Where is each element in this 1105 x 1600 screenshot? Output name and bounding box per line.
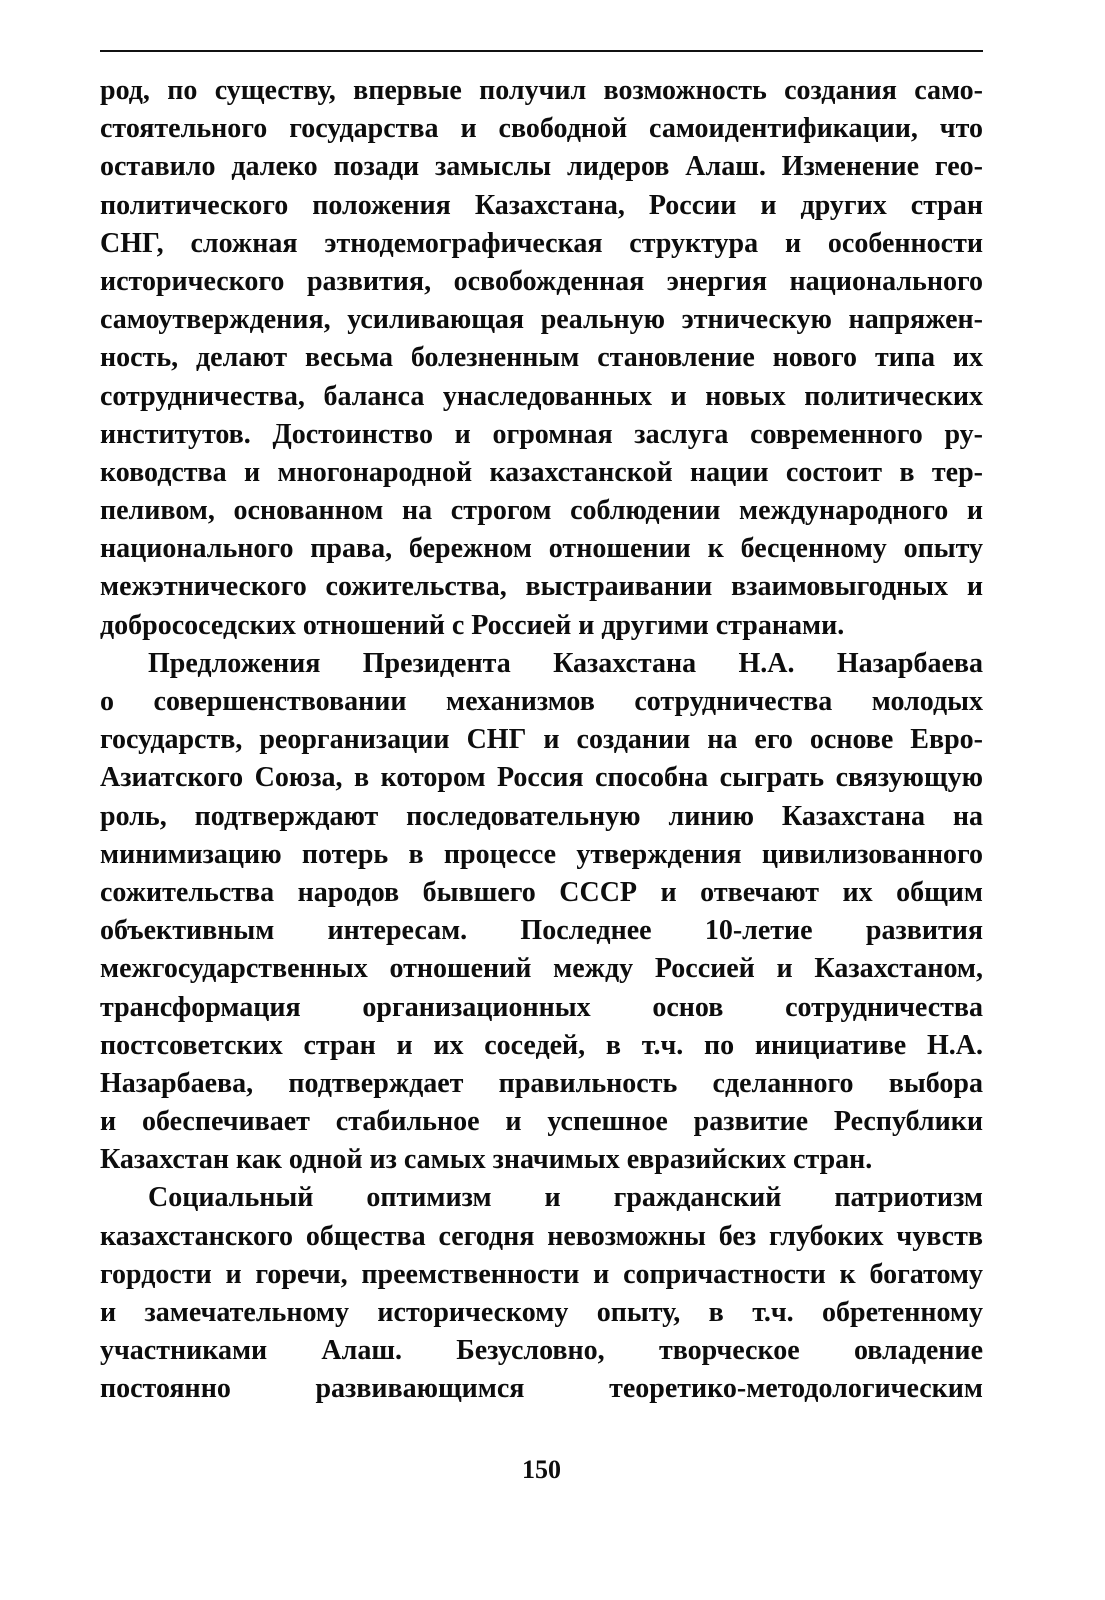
text-line: институтов. Достоинство и огромная заслуга современного ру-	[100, 418, 983, 450]
text-line: межэтнического сожительства, выстраивании взаимовыгодных и	[100, 571, 983, 603]
text-line: Назарбаева, подтверждает правильность сделанного выбора	[100, 1067, 983, 1099]
text-line: оставило далеко позади замыслы лидеров Алаш. Изменение гео-	[100, 151, 983, 183]
text-line: роль, подтверждают последовательную линию Казахстана на	[100, 800, 983, 832]
text-line: добрососедских отношений с Россией и другими странами.	[100, 609, 845, 641]
text-line: постоянно развивающимся теоретико-методологическим	[100, 1373, 983, 1405]
text-line: СНГ, сложная этнодемографическая структура и особенности	[100, 227, 983, 259]
text-line: трансформация организационных основ сотрудничества	[100, 991, 983, 1023]
text-line: ность, делают весьма болезненным становление нового типа их	[100, 342, 983, 374]
text-line: пеливом, основанном на строгом соблюдении международного и	[100, 495, 983, 527]
body-text	[100, 72, 983, 1409]
page-number: 150	[522, 1455, 561, 1484]
text-line: исторического развития, освобожденная энергия национального	[100, 265, 983, 297]
text-line: Азиатского Союза, в котором Россия способна сыграть связующую	[100, 762, 983, 794]
text-line: о совершенствовании механизмов сотрудничества молодых	[100, 686, 983, 717]
text-line: и замечательному историческому опыту, в т.ч. обретенному	[100, 1297, 983, 1328]
text-line: политического положения Казахстана, России и других стран	[100, 189, 983, 221]
text-line: и обеспечивает стабильное и успешное развитие Республики	[100, 1106, 983, 1138]
text-line: национального права, бережном отношении к бесценному опыту	[100, 533, 983, 565]
book-page	[100, 50, 983, 1560]
text-line: Казахстан как одной из самых значимых евразийских стран.	[100, 1144, 873, 1176]
text-line: самоутверждения, усиливающая реальную этническую напряжен-	[100, 304, 983, 336]
paragraph-2	[100, 645, 983, 1180]
text-line: минимизацию потерь в процессе утверждения цивилизованного	[100, 838, 983, 870]
text-line: ководства и многонародной казахстанской нации состоит в тер-	[100, 456, 983, 488]
text-line: стоятельного государства и свободной самоидентификации, что	[100, 113, 983, 145]
text-line: сожительства народов бывшего СССР и отвечают их общим	[100, 876, 983, 908]
text-line: государств, реорганизации СНГ и создании на его основе Евро-	[100, 724, 983, 756]
text-line: Предложения Президента Казахстана Н.А. Назарбаева	[148, 647, 983, 679]
text-line: казахстанского общества сегодня невозможны без глубоких чувств	[100, 1220, 983, 1252]
text-line: Социальный оптимизм и гражданский патриотизм	[148, 1182, 983, 1214]
text-line: участниками Алаш. Безусловно, творческое овладение	[100, 1335, 983, 1367]
paragraph-1	[100, 72, 983, 645]
text-line: гордости и горечи, преемственности и сопричастности к богатому	[100, 1258, 983, 1290]
text-line: постсоветских стран и их соседей, в т.ч. по инициативе Н.А.	[100, 1029, 983, 1061]
paragraph-3	[100, 1179, 983, 1408]
text-line: объективным интересам. Последнее 10-летие развития	[100, 915, 983, 947]
header-rule	[100, 50, 983, 52]
text-line: сотрудничества, баланса унаследованных и новых политических	[100, 380, 983, 412]
text-line: межгосударственных отношений между Россией и Казахстаном,	[100, 953, 983, 985]
text-line: род, по существу, впервые получил возможность создания само-	[100, 75, 983, 106]
